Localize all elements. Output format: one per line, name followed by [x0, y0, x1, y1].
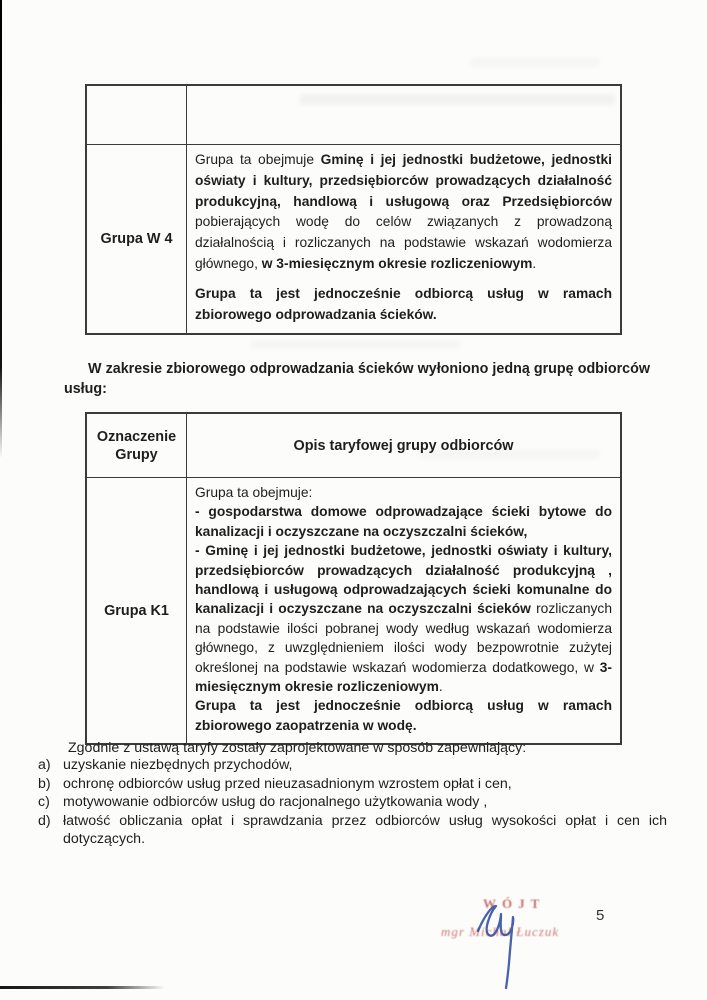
group-k1-label-cell — [87, 478, 187, 743]
table-cell-empty-body — [187, 86, 620, 145]
list-item-text: motywowanie odbiorców usług do racjonalnego użytkowania wody , — [63, 794, 488, 811]
scan-edge-bottom-artifact — [0, 986, 165, 989]
group-k1-description-cell — [187, 478, 620, 743]
header-group-column-cell — [87, 414, 187, 478]
group-k1-note: Grupa ta jest jednocześnie odbiorcą usług w ramach zbiorowego zaopatrzenia w wodę. — [195, 698, 612, 733]
mayor-stamp-name: mgr Michał Łuczuk — [441, 924, 560, 939]
list-item — [38, 793, 667, 812]
group-k1-municipal-item: - Gminę i jej jednostki budżetowe, jednostki oświaty i kultury, przedsiębiorców prowadzących działalność produkcyjną , handlową i usługową odprowadzających ścieki komunalne do kanalizacji i oczyszczane na oczyszczalni ścieków rozliczanych na podstawie ilości pobranej wody według wskazań wodomierza głównego, z uwzględnieniem ilości wody bezpowrotnie zużytej określonej na podstawie wskazań wodomierza dodatkowego, w 3-miesięcznym okresie rozliczeniowym. — [195, 543, 612, 695]
table-cell-empty-label — [87, 86, 187, 145]
header-description-column-cell — [187, 414, 620, 478]
group-w4-label: Grupa W 4 — [100, 231, 173, 248]
scan-edge-left-artifact — [0, 0, 2, 458]
page-number: 5 — [596, 907, 605, 924]
list-item-text: uzyskanie niezbędnych przychodów, — [63, 757, 293, 773]
mayor-stamp-title: WÓJT — [483, 896, 546, 911]
group-k1-households-item: - gospodarstwa domowe odprowadzające ścieki bytowe do kanalizacji i oczyszczane na oczyszczalni ścieków, — [195, 504, 612, 539]
scan-ghost-smudge — [470, 58, 600, 67]
group-w4-note: Grupa ta jest jednocześnie odbiorcą usług w ramach zbiorowego odprowadzania ścieków. — [195, 285, 612, 322]
list-item-text: łatwość obliczania opłat i sprawdzania przez odbiorców usług wysokości opłat i cen ich dotyczących. — [63, 812, 667, 848]
list-item — [38, 812, 667, 849]
scan-ghost-smudge — [250, 340, 460, 349]
header-group-column: Oznaczenie Grupy — [96, 428, 177, 463]
signature-stroke — [478, 906, 513, 988]
sewage-group-table — [85, 412, 622, 745]
header-description-column: Opis taryfowej grupy odbiorców — [293, 437, 514, 454]
group-k1-intro-line: Grupa ta obejmuje: — [195, 485, 313, 500]
water-group-table — [85, 84, 622, 335]
list-item-marker: b) — [38, 775, 51, 792]
group-w4-description: Grupa ta obejmuje Gminę i jej jednostki budżetowe, jednostki oświaty i kultury, przedsiębiorców prowadzących działalność produkcyjną, handlową i usługową oraz Przedsiębiorców pobierających wodę do celów związanych z prowadzoną działalnością i rozliczanych na podstawie wskazań wodomierza głównego, w 3-miesięcznym okresie rozliczeniowym. — [195, 152, 613, 271]
tariff-design-list — [38, 756, 667, 849]
sewage-intro-paragraph: W zakresie zbiorowego odprowadzania ścieków wyłoniono jedną grupę odbiorców usług: — [64, 361, 650, 397]
list-item — [38, 775, 667, 794]
tariff-design-lead: Zgodnie z ustawą taryfy zostały zaprojektowane w sposób zapewniający: — [68, 740, 527, 756]
list-item-marker: c) — [38, 794, 50, 811]
group-w4-label-cell — [87, 145, 187, 333]
list-item-marker: d) — [38, 812, 51, 829]
group-k1-label: Grupa K1 — [104, 602, 169, 619]
list-item-marker: a) — [38, 757, 51, 773]
handwritten-signature-ink — [470, 897, 528, 991]
list-item-text: ochronę odbiorców usług przed nieuzasadnionym wzrostem opłat i cen, — [63, 775, 512, 792]
list-item — [38, 756, 667, 775]
group-w4-description-cell — [187, 145, 620, 333]
